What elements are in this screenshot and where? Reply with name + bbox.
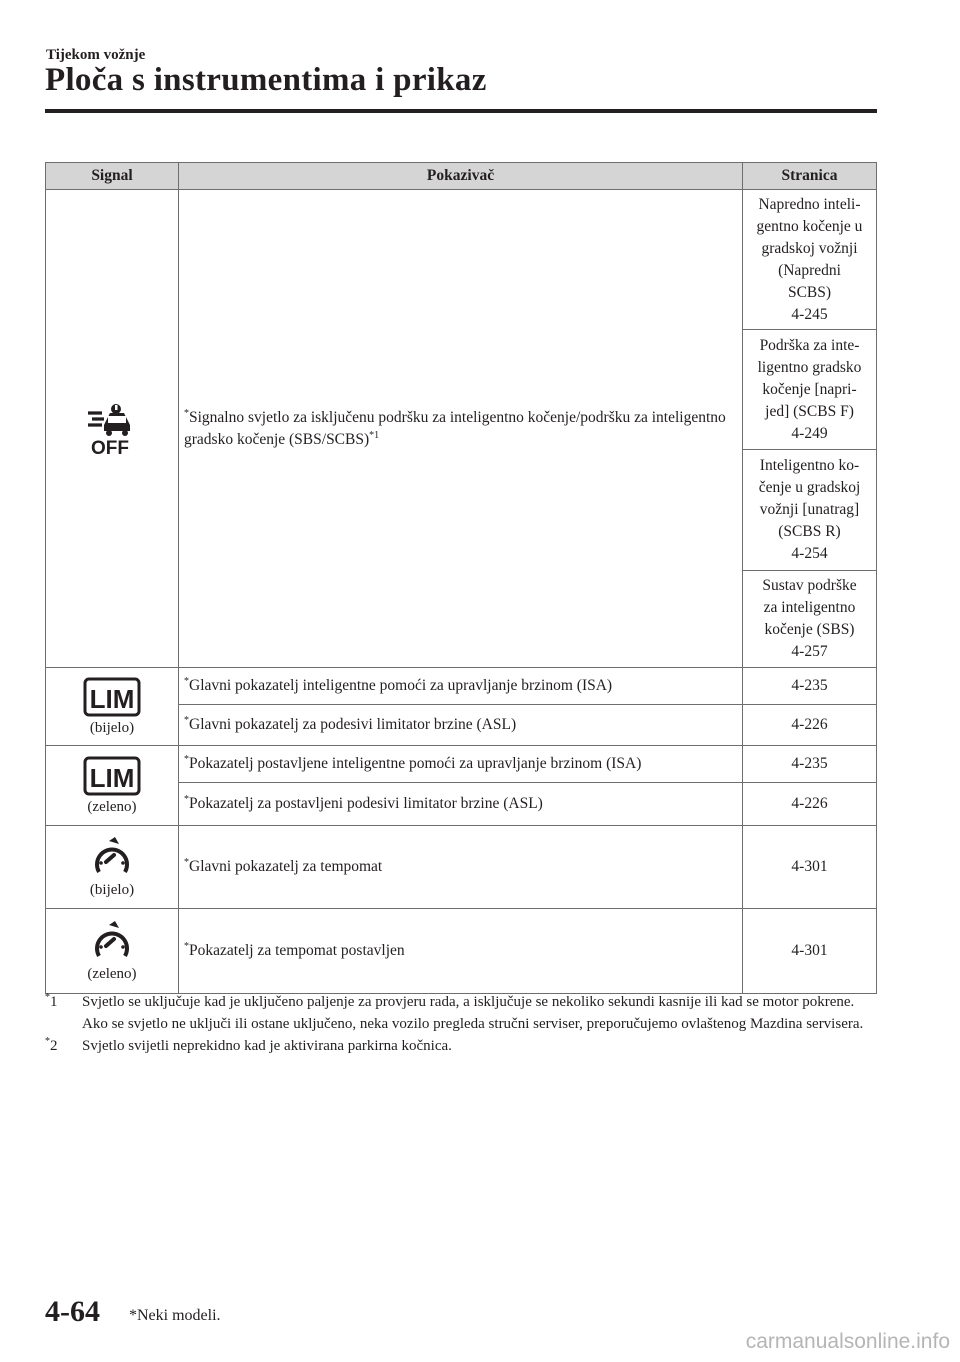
indicator-description [179,909,743,994]
table-header-row [46,163,877,190]
icon-caption: (zeleno) [87,798,137,815]
indicator-table [45,162,877,994]
page-number: 4-226 [743,705,877,746]
page-number: 4-249 [791,424,828,442]
svg-text:LIM: LIM [89,683,135,714]
footnote-mark: *2 [45,1036,58,1054]
table-row [46,668,877,705]
page-line: ligentno gradsko [757,358,862,376]
svg-text:LIM: LIM [89,762,135,793]
footnote-text: Svjetlo svijetli neprekidno kad je aktivirana parkirna kočnica. [82,1038,452,1054]
page-reference [743,571,877,668]
page-number: 4-245 [791,305,828,323]
indicator-description [179,705,743,746]
description-text: Pokazatelj za postavljeni podesivi limitator brzine (ASL) [189,795,543,812]
description-text: Glavni pokazatelj za tempomat [189,858,383,875]
svg-text:OFF: OFF [91,437,129,457]
page-reference [743,450,877,571]
page-line: za inteligentno [763,599,856,616]
indicator-description [179,190,743,668]
page-number: 4-235 [743,668,877,705]
page-number: 4-301 [743,826,877,909]
description-text: Pokazatelj postavljene inteligentne pomoći za upravljanje brzinom (ISA) [189,755,642,772]
page-number: 4-254 [791,545,828,562]
section-label: Tijekom vožnje [46,47,146,63]
signal-cell [46,746,179,826]
indicator-description [179,826,743,909]
page-line: kočenje (SBS) [764,621,855,638]
page-line: čenje u gradskoj [758,479,861,496]
indicator-description [179,746,743,783]
page-line: Inteligentno ko- [759,457,860,474]
page-line: Napredno inteli- [758,195,861,213]
footnotes [45,991,875,1057]
lim-icon [83,677,141,717]
page-title: Ploča s instrumentima i prikaz [45,62,487,98]
watermark: carmanualsonline.info [745,1330,950,1353]
signal-cell [46,190,179,668]
footnote [45,1035,875,1057]
footnote-text: Svjetlo se uključuje kad je uključeno paljenje za provjeru rada, a isključuje se nekoliko sekundi kasnije ili kad se motor pokrene. Ako se svjetlo ne uključi ili ostane uključeno, neka vozilo pregleda stručni serviser, preporučujemo ovlaštenog Mazdina servisera. [82,994,864,1032]
column-header-indicator: Pokazivač [179,163,743,190]
page-line: vožnji [unatrag] [759,501,860,518]
description-text: Glavni pokazatelj za podesivi limitator brzine (ASL) [189,716,517,733]
page-reference [743,330,877,450]
cruise-control-icon [92,919,132,963]
title-rule [45,109,877,113]
page-line: SCBS) [787,283,832,301]
asterisk: * [184,675,189,687]
icon-caption: (zeleno) [87,966,137,982]
asterisk: * [184,407,189,419]
column-header-page: Stranica [743,163,877,190]
description-text: Signalno svjetlo za isključenu podršku za inteligentno kočenje/podršku za inteligentno gradsko kočenje (SBS/SCBS) [184,408,726,448]
asterisk: * [184,793,189,805]
page-line: gentno kočenje u [756,217,863,235]
page-line: (Napredni [778,261,841,279]
page-line: kočenje [napri- [762,380,857,398]
asterisk: * [184,753,189,765]
description-text: Pokazatelj za tempomat postavljen [189,942,405,959]
page-line: gradskoj vožnji [761,239,858,257]
icon-caption: (bijelo) [89,882,135,898]
page-number-footer: 4-64 [45,1295,100,1328]
signal-cell [46,826,179,909]
lim-icon [83,756,141,796]
table-row [46,909,877,994]
table-row [46,746,877,783]
footer-note: *Neki modeli. [129,1307,221,1324]
asterisk: * [184,940,189,952]
page-number: 4-301 [743,909,877,994]
sbs-off-icon [84,401,140,457]
page-line: Podrška za inte- [759,336,860,354]
table-row [46,826,877,909]
page-number: 4-257 [791,643,828,660]
page-reference [743,190,877,330]
footnote-ref: *1 [369,429,380,441]
page-number: 4-235 [743,746,877,783]
footnote-mark: *1 [45,992,58,1010]
cruise-control-icon [92,835,132,879]
table-row [46,190,877,330]
asterisk: * [184,856,189,868]
signal-cell [46,909,179,994]
footnote [45,991,875,1035]
icon-caption: (bijelo) [89,719,135,736]
page-number: 4-226 [743,783,877,826]
description-text: Glavni pokazatelj inteligentne pomoći za upravljanje brzinom (ISA) [189,677,613,694]
signal-cell [46,668,179,746]
asterisk: * [184,714,189,726]
indicator-description [179,783,743,826]
page-line: (SCBS R) [778,523,841,540]
page-line: Sustav podrške [762,577,857,594]
column-header-signal: Signal [46,163,179,190]
page-line: jed] (SCBS F) [765,402,854,420]
indicator-description [179,668,743,705]
